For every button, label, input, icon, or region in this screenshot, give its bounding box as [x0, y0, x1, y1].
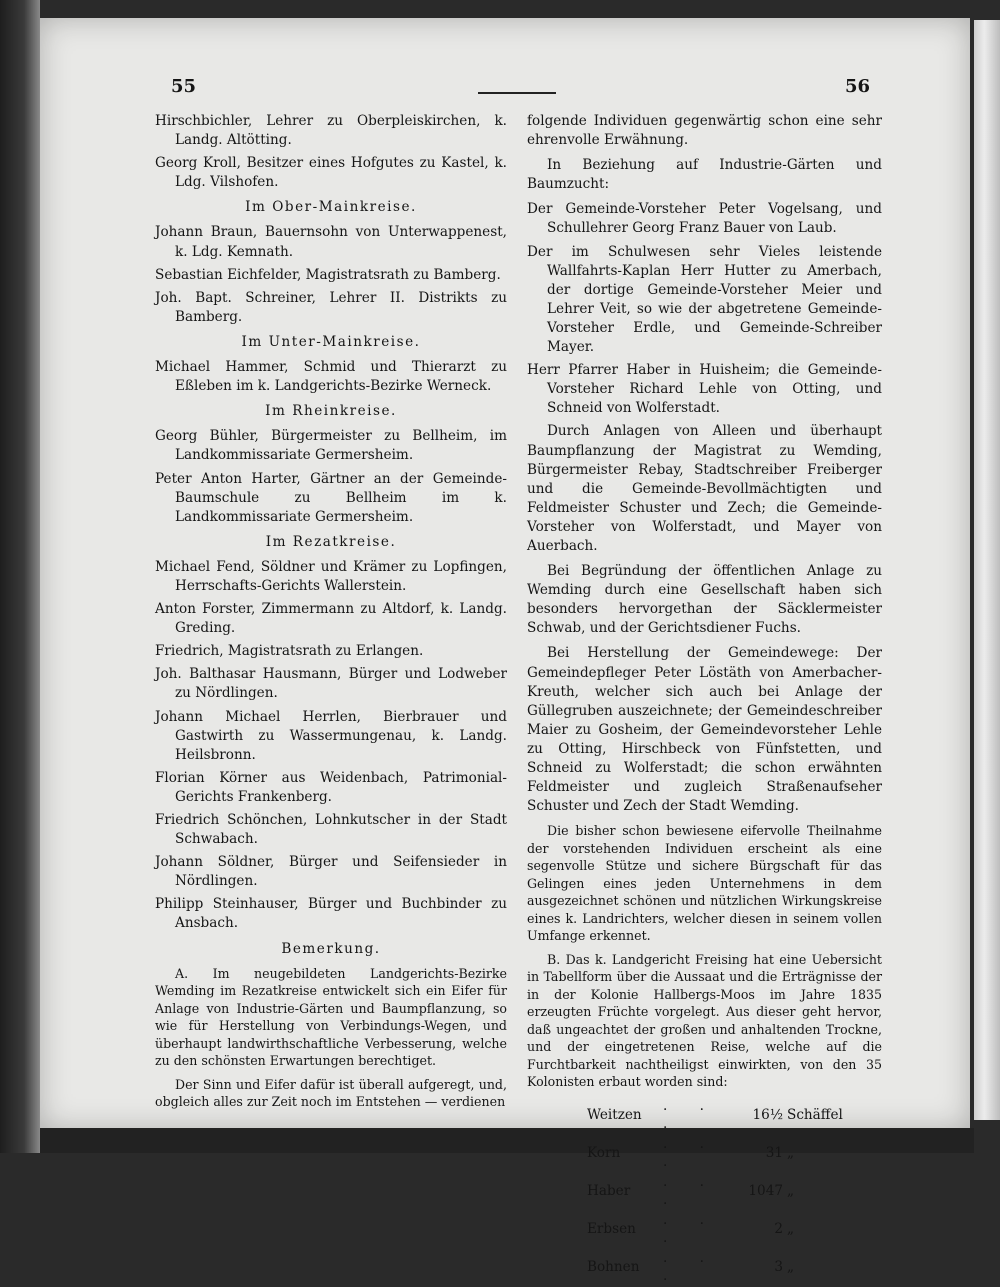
leader-dots: . . .: [663, 1173, 718, 1208]
table-row: [587, 1097, 867, 1135]
list-item: Sebastian Eichfelder, Magistratsrath zu Bamberg.: [155, 266, 501, 283]
crop-amount: 3: [774, 1258, 783, 1275]
crop-amount: 1047: [748, 1182, 783, 1199]
paragraph-b: B. Das k. Landgericht Freising hat eine Uebersicht in Tabellform über die Aussaat und die Erträgnisse der in der Kolonie Hallbergs-Moos im Jahre 1835 erzeugten Früchte vorgelegt. Aus dieser geht hervor, daß ungeachtet der großen und anhaltenden Trockne, und der eingetretenen Reise, welche auf die Furchtbarkeit nachtheiligst einwirkten, von den 35 Kolonisten erbaut worden sind:: [527, 951, 882, 1090]
list-item: Joh. Balthasar Hausmann, Bürger und Lodweber zu Nördlingen.: [155, 666, 507, 702]
list-item: Herr Pfarrer Haber in Huisheim; die Gemeinde-Vorsteher Richard Lehle von Otting, und Schneid von Wolferstadt.: [527, 362, 882, 417]
list-item: Hirschbichler, Lehrer zu Oberpleiskirchen, k. Landg. Altötting.: [155, 113, 507, 149]
table-row: [587, 1135, 867, 1173]
section-heading-bemerkung: Bemerkung.: [281, 940, 381, 957]
section-heading-obermain: Im Ober-Mainkreise.: [245, 199, 417, 216]
crop-unit: „: [787, 1144, 795, 1161]
paragraph-sinn: Der Sinn und Eifer dafür ist überall aufgeregt, und, obgleich alles zur Zeit noch im Entstehen — verdienen: [155, 1076, 507, 1110]
section-heading-untermain: Im Unter-Mainkreise.: [241, 333, 421, 350]
list-item: Philipp Steinhauser, Bürger und Buchbinder zu Ansbach.: [155, 896, 507, 932]
crop-name: Bohnen: [587, 1258, 640, 1275]
list-item: Michael Hammer, Schmid und Thierarzt zu Eßleben im k. Landgerichts-Bezirke Werneck.: [155, 359, 507, 395]
crop-amount: 2: [774, 1220, 783, 1237]
list-item: Johann Michael Herrlen, Bierbrauer und Gastwirth zu Wassermungenau, k. Landg. Heilsbronn.: [155, 708, 507, 763]
list-item: Friedrich, Magistratsrath zu Erlangen.: [155, 643, 424, 660]
list-item: Peter Anton Harter, Gärtner an der Gemeinde-Baumschule zu Bellheim im k. Landkommissariate Germersheim.: [155, 470, 507, 525]
table-row: [587, 1173, 867, 1211]
crop-amount: 31: [765, 1144, 783, 1161]
page-number-right: 56: [845, 76, 871, 97]
table-row: [587, 1211, 867, 1249]
crop-unit: „: [787, 1258, 795, 1275]
paragraph-alleen: Durch Anlagen von Alleen und überhaupt Baumpflanzung der Magistrat zu Wemding, Bürgermeister Rebay, Stadtschreiber Freiberger und die Gemeinde-Bevollmächtigten und Feldmeister Schuster und Zech; die Gemeinde-Vorsteher von Wolferstadt, und Mayer von Auerbach.: [527, 423, 882, 554]
list-item: Johann Braun, Bauernsohn von Unterwappenest, k. Ldg. Kemnath.: [155, 224, 507, 260]
list-item: Johann Söldner, Bürger und Seifensieder in Nördlingen.: [155, 854, 507, 890]
paragraph-a: A. Im neugebildeten Landgerichts-Bezirke Wemding im Rezatkreise entwickelt sich ein Eifer für Anlage von Industrie-Gärten und Baumpflanzung, so wie für Herstellung von Verbindungs-Wegen, und überhaupt landwirthschaftliche Verbesserung, welche zu den schönsten Erwartungen berechtiget.: [155, 965, 507, 1069]
header-rule: [478, 92, 556, 94]
paragraph-bisher: Die bisher schon bewiesene eifervolle Theilnahme der vorstehenden Individuen erscheint als eine segenvolle Stütze und sichere Bürgschaft für das Gelingen eines jeden Unternehmens in dem ausgezeichnet schönen und nützlichen Wirkungskreise eines k. Landrichters, welcher diesen in seinem vollen Umfange erkennet.: [527, 823, 882, 944]
crop-name: Korn: [587, 1144, 621, 1161]
book-spine-edge: [0, 0, 40, 1153]
leader-dots: . . .: [663, 1097, 718, 1132]
list-item: Der im Schulwesen sehr Vieles leistende Wallfahrts-Kaplan Herr Hutter zu Amerbach, der dortige Gemeinde-Vorsteher Meier und Lehrer Veit, so wie der abgetretene Gemeinde-Vorsteher Erdle, und Gemeinde-Schreiber Mayer.: [527, 243, 882, 356]
paragraph-bezug: In Beziehung auf Industrie-Gärten und Baumzucht:: [527, 157, 882, 193]
crop-amount: 16½: [752, 1106, 783, 1123]
paragraph-begruendung: Bei Begründung der öffentlichen Anlage zu Wemding durch eine Gesellschaft haben sich besonders hervorgethan der Säcklermeister Schwab, und der Gerichtsdiener Fuchs.: [527, 563, 882, 637]
list-item: Florian Körner aus Weidenbach, Patrimonial-Gerichts Frankenberg.: [155, 769, 507, 805]
list-item: Der Gemeinde-Vorsteher Peter Vogelsang, und Schullehrer Georg Franz Bauer von Laub.: [527, 201, 882, 237]
list-item: Joh. Bapt. Schreiner, Lehrer II. Distrikts zu Bamberg.: [155, 289, 507, 325]
list-item: Michael Fend, Söldner und Krämer zu Lopfingen, Herrschafts-Gerichts Wallerstein.: [155, 558, 507, 594]
list-item: Georg Kroll, Besitzer eines Hofgutes zu Kastel, k. Ldg. Vilshofen.: [155, 155, 507, 191]
paragraph-herstellung: Bei Herstellung der Gemeindewege: Der Gemeindepfleger Peter Löstäth von Amerbacher-Kreuth, welcher sich auch bei Anlage der Güllegruben auszeichnete; der Gemeindeschreiber Maier zu Gosheim, der Gemeindevorsteher Lehle zu Otting, Hirschbeck von Fünfstetten, und Schneid zu Wolferstadt; die schon erwähnten Feldmeister und zugleich Straßenaufseher Schuster und Zech der Stadt Wemding.: [527, 645, 882, 815]
crop-name: Haber: [587, 1182, 631, 1199]
left-column: [155, 112, 507, 1117]
crop-unit: „: [787, 1220, 795, 1237]
list-item: Friedrich Schönchen, Lohnkutscher in der Stadt Schwabach.: [155, 812, 507, 848]
crop-name: Weitzen: [587, 1106, 642, 1123]
crop-unit: Schäffel: [787, 1106, 843, 1123]
leader-dots: . . .: [663, 1211, 718, 1246]
paragraph-continuation: folgende Individuen gegenwärtig schon eine sehr ehrenvolle Erwähnung.: [527, 113, 882, 149]
page-edge-right: [974, 20, 1000, 1120]
table-row: [587, 1249, 867, 1287]
leader-dots: . . .: [663, 1249, 718, 1284]
right-column: [527, 112, 882, 1287]
list-item: Georg Bühler, Bürgermeister zu Bellheim, im Landkommissariate Germersheim.: [155, 428, 507, 464]
section-heading-rhein: Im Rheinkreise.: [265, 403, 397, 420]
list-item: Anton Forster, Zimmermann zu Altdorf, k. Landg. Greding.: [155, 601, 507, 637]
crop-name: Erbsen: [587, 1220, 636, 1237]
crop-unit: „: [787, 1182, 795, 1199]
section-heading-rezat: Im Rezatkreise.: [265, 533, 397, 550]
leader-dots: . . .: [663, 1135, 718, 1170]
harvest-table: [587, 1097, 867, 1287]
page-number-left: 55: [171, 76, 197, 97]
